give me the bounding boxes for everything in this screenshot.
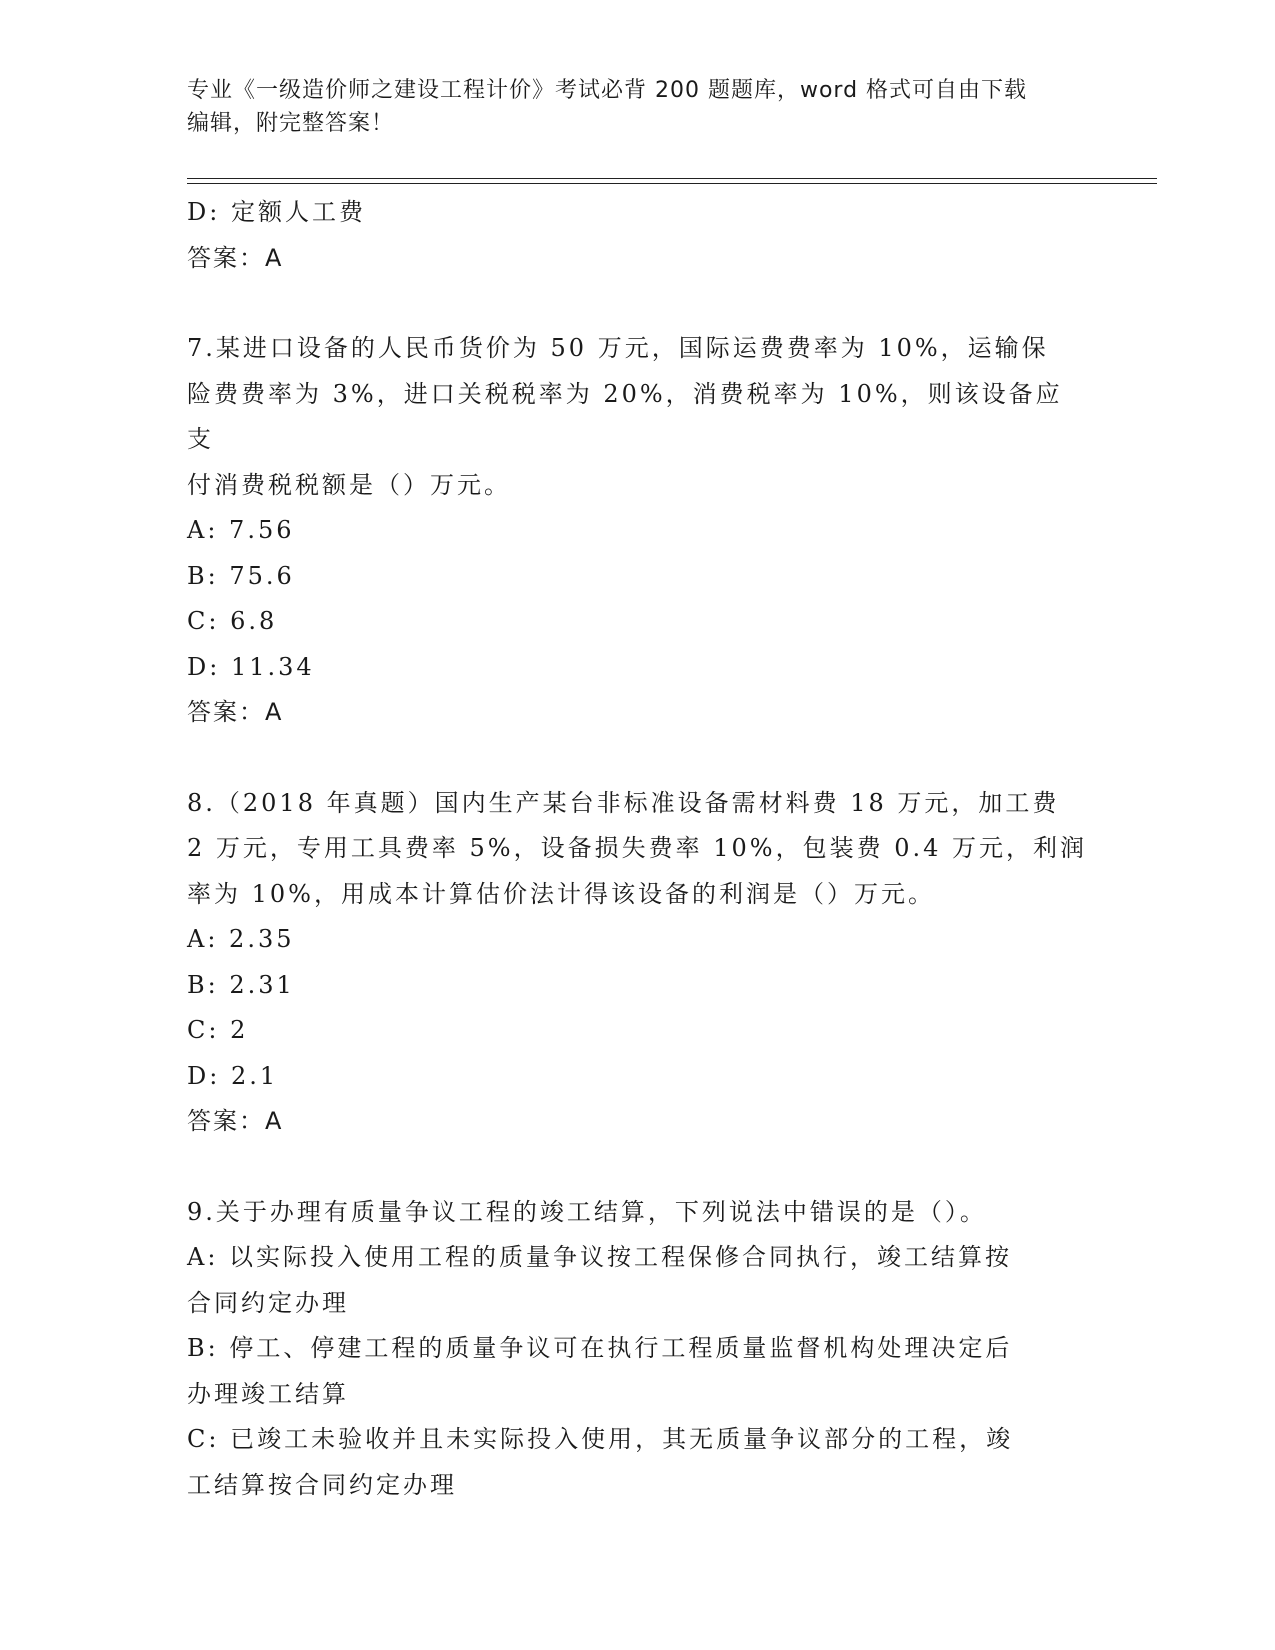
question-6-tail <box>187 190 1087 281</box>
option-a: A: 2.35 <box>187 925 295 953</box>
spacer <box>187 736 1087 781</box>
option-c: C: 已竣工未验收并且未实际投入使用，其无质量争议部分的工程，竣 <box>187 1425 1014 1453</box>
answer-line: 答案：A <box>187 1107 284 1135</box>
option-a-continued: 合同约定办理 <box>187 1288 349 1317</box>
option-d: D: 11.34 <box>187 652 315 681</box>
question-7 <box>187 326 1087 736</box>
header-title-line-2: 编辑，附完整答案！ <box>187 111 395 136</box>
header-title-line-1: 专业《一级造价师之建设工程计价》考试必背 200 题题库，word 格式可自由下载 <box>187 78 1028 103</box>
question-text-line: 险费费率为 3%，进口关税税率为 20%，消费税率为 10%，则该设备应支 <box>187 379 1063 453</box>
document-header <box>187 74 1087 140</box>
spacer <box>187 281 1087 326</box>
question-text-line: 7.某进口设备的人民币货价为 50 万元，国际运费费率为 10%，运输保 <box>187 334 1049 362</box>
answer-line: 答案：A <box>187 698 284 726</box>
question-9 <box>187 1190 1087 1509</box>
option-b: B: 2.31 <box>187 970 295 999</box>
option-c: C: 2 <box>187 1016 249 1044</box>
document-body <box>187 190 1087 1508</box>
option-a: A: 以实际投入使用工程的质量争议按工程保修合同执行，竣工结算按 <box>187 1243 1013 1271</box>
question-8 <box>187 781 1087 1145</box>
header-divider-top <box>187 178 1157 179</box>
question-text-line: 9.关于办理有质量争议工程的竣工结算，下列说法中错误的是（）。 <box>187 1197 987 1226</box>
option-c: C: 6.8 <box>187 607 278 635</box>
question-text-line: 付消费税税额是（）万元。 <box>187 470 511 499</box>
question-text-line: 2 万元，专用工具费率 5%，设备损失费率 10%，包装费 0.4 万元，利润 <box>187 834 1087 862</box>
option-b: B: 75.6 <box>187 561 295 590</box>
question-text-line: 8.（2018 年真题）国内生产某台非标准设备需材料费 18 万元，加工费 <box>187 788 1060 817</box>
answer-line: 答案：A <box>187 243 284 272</box>
header-divider-bottom <box>187 183 1157 184</box>
option-d: D: 定额人工费 <box>187 198 366 226</box>
question-text-line: 率为 10%，用成本计算估价法计得该设备的利润是（）万元。 <box>187 879 935 908</box>
option-b: B: 停工、停建工程的质量争议可在执行工程质量监督机构处理决定后 <box>187 1334 1013 1362</box>
option-a: A: 7.56 <box>187 516 295 544</box>
option-c-continued: 工结算按合同约定办理 <box>187 1470 457 1499</box>
option-b-continued: 办理竣工结算 <box>187 1379 349 1408</box>
option-d: D: 2.1 <box>187 1061 279 1090</box>
spacer <box>187 1145 1087 1190</box>
